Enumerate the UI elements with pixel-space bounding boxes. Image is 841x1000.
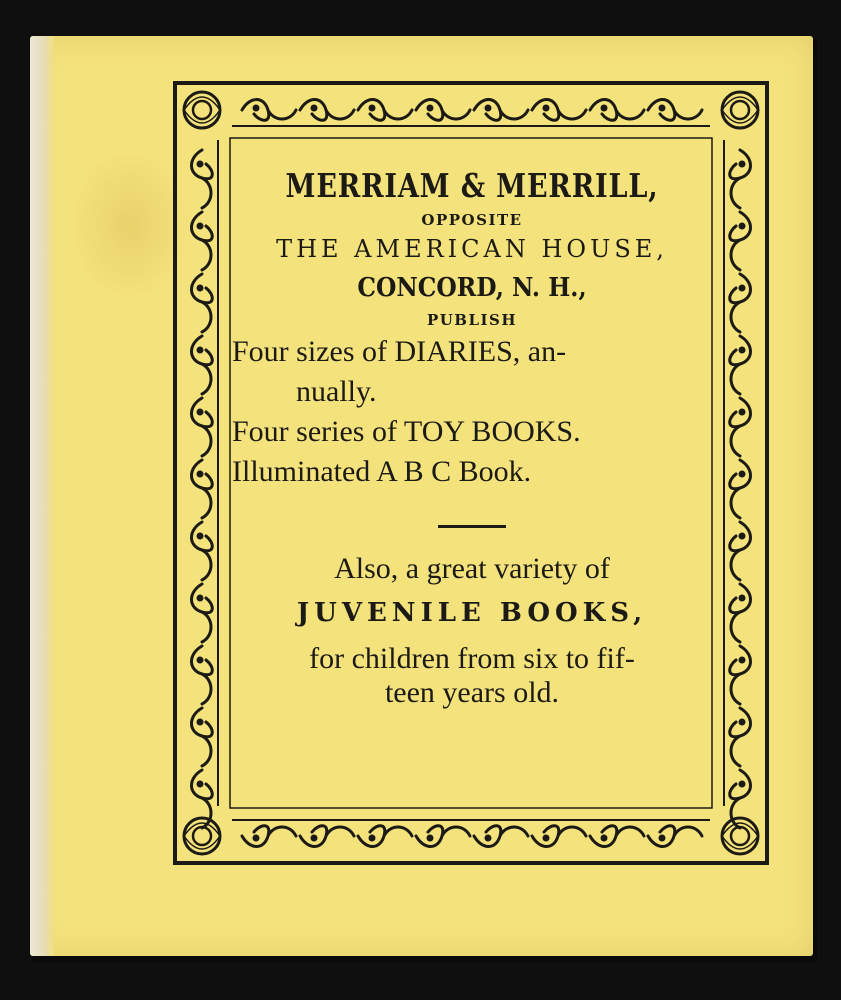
item-diaries: Four sizes of DIARIES, an- bbox=[232, 335, 567, 368]
also-line: Also, a great variety of bbox=[334, 552, 610, 585]
juvenile-books-heading: JUVENILE BOOKS, bbox=[296, 598, 648, 628]
children-line: for children from six to fif- bbox=[309, 642, 635, 675]
divider-rule bbox=[438, 525, 506, 528]
advertisement-text bbox=[232, 160, 712, 710]
city-line: CONCORD, N. H., bbox=[357, 273, 587, 303]
years-line: teen years old. bbox=[384, 676, 560, 709]
item-abc-book: Illuminated A B C Book. bbox=[232, 455, 532, 488]
publisher-name: MERRIAM & MERRILL, bbox=[285, 166, 659, 205]
location-line: THE AMERICAN HOUSE, bbox=[276, 235, 668, 263]
item-toy-books: Four series of TOY BOOKS. bbox=[232, 415, 581, 448]
publish-label: PUBLISH bbox=[426, 311, 518, 329]
page-spine-edge bbox=[30, 36, 54, 956]
opposite-label: OPPOSITE bbox=[421, 211, 523, 229]
item-diaries-cont: nually. bbox=[296, 375, 377, 408]
